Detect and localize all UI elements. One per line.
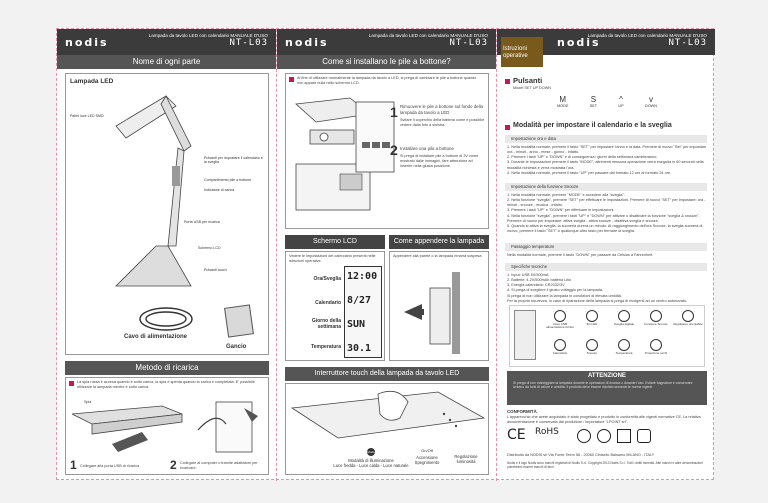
lcd-box bbox=[285, 251, 385, 361]
conformity-text: L'apparecchio che avete acquistato è stato progettato e prodotto in conformità alle vigenti normative CE. La relativa documentazione è conservata dal produttore / importatore "LPOINT srl". bbox=[507, 415, 701, 425]
hook-label: Gancio bbox=[226, 344, 247, 350]
feature-label: Cavo USB alimentazione fornito bbox=[546, 322, 574, 330]
attention-text: Si prega di non maneggiare la lampada durante le operazioni di ricarica o durante l'uso. Evitare bagnature e conservare lontano da fonti di calore e umidità. Il prodotto deve essere riciclato secondo le norme vigenti. bbox=[513, 381, 693, 390]
indoor-use-icon bbox=[637, 429, 651, 443]
feature-item bbox=[544, 337, 576, 366]
lcd-title: Schermo LCD bbox=[285, 235, 385, 249]
text-specs: 1. Input: USB 5V/500mA 2. Batterie: 4.2V/500mAh batteria Litio 3. Energia calendario: CR2032/3V 4. Si prega di scegliere il giusto voltaggio per la lampada. Si prega di non utilizzare la lampada in condizioni di elevata umidità. Per la propria sicurezza, in caso di riparazione della lampada si prega di rivolgersi ad un centro autorizzato. bbox=[507, 273, 688, 303]
touch-item-mode bbox=[326, 448, 416, 468]
header-bar bbox=[277, 29, 496, 55]
brand-logo: nodis bbox=[557, 36, 601, 49]
feature-label: Funzione Snooze bbox=[644, 322, 668, 326]
feature-label: Protezione occhi bbox=[644, 351, 668, 355]
feature-icon bbox=[586, 310, 598, 322]
install-box bbox=[285, 73, 489, 229]
up-glyph: ^ bbox=[619, 95, 623, 104]
hang-title: Come appendere la lampada bbox=[389, 235, 489, 249]
waste-bin-icon bbox=[617, 429, 631, 443]
button-row bbox=[557, 95, 657, 108]
brightness-label: Regolazione luminosità bbox=[454, 454, 478, 464]
mode-glyph: M bbox=[559, 95, 567, 104]
brand-logo: nodis bbox=[65, 36, 109, 49]
header-title: Lampada da tavolo LED con calendario MANUALE D'USO bbox=[587, 33, 707, 38]
feature-label: Sveglia digitale bbox=[613, 322, 635, 326]
feature-icon bbox=[554, 339, 566, 351]
section-title: Nome di ogni parte bbox=[57, 55, 276, 69]
feature-icon bbox=[650, 339, 662, 351]
label-led: Pallet luce LED SMD bbox=[70, 114, 104, 118]
text-time-date: 1. Nella modalità normale, premere il tasto "SET" per impostare l'anno e la data. Premere di nuovo "Set" per impostare ora - minuti - anno - mese - giorno - infatto. 2. Premere i tasti "UP" o "DOWN" e di conseguenza i giorni della settimana cambieranno. 3. Durante le impostazioni premere il tasto "MODE", altrimenti nessuna operazione verrà eseguita in 60 secondi nella modalità richiesta e verrà mostrata l'ora. 4. Nella modalità normale, premere il tasto "UP" per passare dal formato 12 ore al formato 24 ore. bbox=[507, 145, 707, 175]
ce-circle-icon bbox=[597, 429, 611, 443]
feature-icon bbox=[618, 339, 630, 351]
tab-instructions: Istruzioni operative bbox=[501, 37, 543, 67]
feature-label: Calendario bbox=[552, 351, 568, 355]
buttons-model: Model SET UP DOWN bbox=[513, 86, 552, 90]
feature-item bbox=[608, 308, 640, 337]
charging-box bbox=[65, 377, 269, 475]
down-glyph: v bbox=[648, 95, 653, 104]
header-bar bbox=[57, 29, 276, 55]
step2-text: Collegare al computer o tramite adattatore per ricaricare. bbox=[180, 461, 258, 471]
lcd-time: 12:00 bbox=[347, 271, 378, 282]
manual-sheet bbox=[56, 28, 714, 480]
feature-icon bbox=[618, 310, 630, 322]
panel-instructions bbox=[497, 29, 715, 481]
parts-box bbox=[65, 73, 269, 355]
header-title: Lampada da tavolo LED con calendario MANUALE D'USO bbox=[368, 33, 488, 38]
feature-icon bbox=[650, 310, 662, 322]
text-temperature: Nella modalità normale, premere il tasto "DOWN" per passare da Celsius a Fahrenheit. bbox=[507, 253, 654, 257]
header-text bbox=[369, 33, 488, 48]
hook-illustration bbox=[224, 304, 254, 337]
feature-item bbox=[640, 308, 672, 337]
step1-text: Svitare il coperchio della batteria come è possibile vedere dalla foto a sinistra. bbox=[400, 118, 485, 128]
mode-icon: Mode bbox=[367, 450, 375, 454]
step2-text: Si prega di installare pile a bottone di 3V come mostrato dalle immagini, fare attenzione ad inserire nella giusta posizione. bbox=[400, 154, 479, 169]
lcd-row-temp: Temperatura bbox=[311, 344, 341, 350]
lcd-row-calendar: Calendario bbox=[315, 300, 341, 306]
step1-title: Rimuovere le pile a bottone sul fondo della lampada da tavolo a LED bbox=[400, 104, 483, 115]
feature-grid bbox=[544, 308, 704, 366]
brand-logo: nodis bbox=[285, 36, 329, 49]
section-title: Come si installano le pile a bottone? bbox=[277, 55, 496, 69]
hang-illustration bbox=[400, 268, 484, 358]
header-text bbox=[149, 33, 268, 48]
step2-title: Installare una pila a bottone bbox=[400, 146, 454, 151]
recycle-icon bbox=[577, 429, 591, 443]
power-icon: On/Off bbox=[421, 448, 433, 453]
symbol-row bbox=[577, 429, 687, 443]
sub-snooze: Impostazione della funzione Snooze bbox=[505, 183, 707, 191]
panel-install bbox=[277, 29, 497, 481]
charging-text: La spia rossa è accesa quando è sotto carica, la spia è spenta quando la carica è completata. E' possibile utilizzare la lampada mentre è sotto carica. bbox=[77, 380, 255, 390]
label-charge: Indicatore di carica bbox=[204, 188, 235, 192]
header-text bbox=[588, 33, 707, 48]
feature-icon bbox=[682, 310, 694, 322]
lcd-row-weekday: Giorno della settimana bbox=[311, 318, 341, 330]
set-label: SET bbox=[589, 104, 598, 108]
feature-label: 3in LED bbox=[586, 322, 598, 326]
footer-text: Nodis e il logo Nodis sono marchi registrati di Nodis S.r.l. Copyright 2013 Nodis S.r.l. Tutti i diritti riservati. Altri marchi e altre denominazioni potrebbero essere marchi di terzi. bbox=[507, 461, 703, 470]
sub-temperature: Passaggio temperature bbox=[505, 243, 707, 251]
bullet-marker bbox=[289, 77, 294, 82]
lcd-temp: 30.1 bbox=[347, 343, 372, 354]
install-intro: Al fine di utilizzare normalmente la lampada da tavolo a LED, si prega di cambiare le pile a bottone quando non appare nulla nello schermo LCD. bbox=[297, 76, 477, 86]
feature-item bbox=[608, 337, 640, 366]
label-battery: Compartimento pile a bottone bbox=[204, 178, 252, 182]
conformity-title: CONFORMITÀ bbox=[507, 409, 537, 414]
header-model: NT-L03 bbox=[229, 38, 268, 48]
feature-icon bbox=[554, 310, 566, 322]
set-glyph: S bbox=[590, 95, 597, 104]
charging-illustration bbox=[72, 404, 192, 454]
up-button[interactable] bbox=[618, 95, 623, 108]
sub-specs: Specifiche tecniche bbox=[505, 263, 707, 271]
touch-illustration bbox=[288, 388, 488, 448]
ce-mark: CE bbox=[507, 427, 526, 443]
mode-label: Modalità di illuminazione Luce fredda - Luce calda - Luce naturale bbox=[333, 458, 409, 468]
lamp-illustration bbox=[96, 86, 206, 296]
cable-label: Cavo di alimentazione bbox=[124, 334, 188, 340]
parts-heading: Lampada LED bbox=[70, 78, 114, 85]
down-label: DOWN bbox=[644, 104, 657, 108]
charging-title: Metodo di ricarica bbox=[65, 361, 269, 375]
lcd-note: Vedere le impostazioni del calendario presenti nelle istruzioni operative. bbox=[289, 254, 376, 264]
header-title: Lampada da tavolo LED con calendario MANUALE D'USO bbox=[148, 33, 268, 38]
cable-illustration bbox=[136, 304, 196, 334]
buttons-heading: Pulsanti bbox=[513, 76, 543, 85]
feature-icon bbox=[586, 339, 598, 351]
attention-title: ATTENZIONE bbox=[588, 373, 626, 379]
sub-time-date: Impostazione ora e data bbox=[505, 135, 707, 143]
up-label: UP bbox=[618, 104, 624, 108]
touch-box bbox=[285, 383, 489, 475]
feature-label: Snooze bbox=[586, 351, 598, 355]
set-button[interactable] bbox=[590, 95, 597, 108]
label-touch: Pulsanti touch bbox=[204, 268, 227, 272]
computer-illustration bbox=[196, 400, 266, 455]
touch-title: Interruttore touch della lampada da tavolo LED bbox=[285, 367, 489, 381]
header-model: NT-L03 bbox=[668, 38, 707, 48]
label-buttons: Pulsanti per impostare il calendario e la sveglia bbox=[204, 156, 263, 164]
bullet-marker bbox=[69, 381, 74, 386]
feature-label: Regolatore orientabile bbox=[673, 322, 703, 326]
distributor-text: Distribuito da NODIS srl Via Fonte Teem 56 - 20060 Cinisello Balsamo MILANO - ITALY bbox=[507, 453, 655, 457]
feature-label: Temperatura bbox=[615, 351, 633, 355]
text-snooze: 1. Nella modalità normale, premere "MODE" e accedere alla "sveglia". 2. Nella funzione "sveglia", premere "SET" per effettuare le impostazioni. Premere di nuovo "SET" per impostare: ora - minuti - snooze - musica - infatto. 3. Premere i tasti "UP" e "DOWN" per effettuare le impostazioni. 4. Nella funzione "sveglia", premere i tasti "UP" e "DOWN" per attivare o disattivare la funzione "sveglia & snooze". Premere di nuovo per impostare: attiva sveglia - attiva snooze - disattiva sveglia e snooze. 5. Quando si attiva la sveglia, la suoneria durerà un minuto. Al raggiungimento dell'ora Snooze, la sveglia suonerà di nuovo, premere il tasto "SET" o qualunque altro tasto per fermare la sveglia. bbox=[507, 193, 706, 233]
lcd-row-alarm: Ora/Sveglia bbox=[313, 276, 341, 282]
rohs-mark: RoHS bbox=[535, 427, 559, 437]
attention-box bbox=[507, 371, 707, 405]
lcd-date: 8/27 bbox=[347, 295, 372, 306]
label-screen: Schermo LCD bbox=[198, 246, 221, 250]
mode-button[interactable] bbox=[557, 95, 568, 108]
spia-label: Spia bbox=[84, 400, 92, 404]
step1-number: 1 bbox=[70, 458, 77, 472]
hang-note: Appendere alla parete o la lampada rimarrà sospesa bbox=[393, 254, 482, 258]
hang-box bbox=[389, 251, 489, 361]
label-usb: Porta USB per ricarica bbox=[184, 220, 220, 224]
lamp-thumbnail bbox=[514, 310, 536, 360]
step2-number: 2 bbox=[170, 458, 177, 472]
step1-number: 1 bbox=[390, 104, 398, 120]
header-model: NT-L03 bbox=[449, 38, 488, 48]
feature-item bbox=[640, 337, 672, 366]
feature-item bbox=[544, 308, 576, 337]
down-button[interactable] bbox=[645, 95, 657, 108]
feature-item bbox=[576, 337, 608, 366]
lcd-day: SUN bbox=[347, 319, 366, 330]
lcd-display bbox=[344, 266, 382, 358]
step2-number: 2 bbox=[390, 142, 398, 158]
feature-icons bbox=[509, 305, 705, 367]
touch-item-power bbox=[410, 448, 444, 465]
bullet-marker bbox=[505, 125, 510, 130]
mode-label: MODE bbox=[557, 104, 569, 108]
step1-text: Collegare alla porta USB di ricarica bbox=[80, 464, 140, 468]
power-label: Accensione Spegnimento bbox=[414, 455, 440, 465]
feature-item bbox=[576, 308, 608, 337]
feature-item bbox=[672, 308, 704, 337]
modes-heading: Modalità per impostare il calendario e la sveglia bbox=[513, 122, 672, 129]
panel-parts bbox=[57, 29, 277, 481]
bullet-marker bbox=[505, 79, 510, 84]
